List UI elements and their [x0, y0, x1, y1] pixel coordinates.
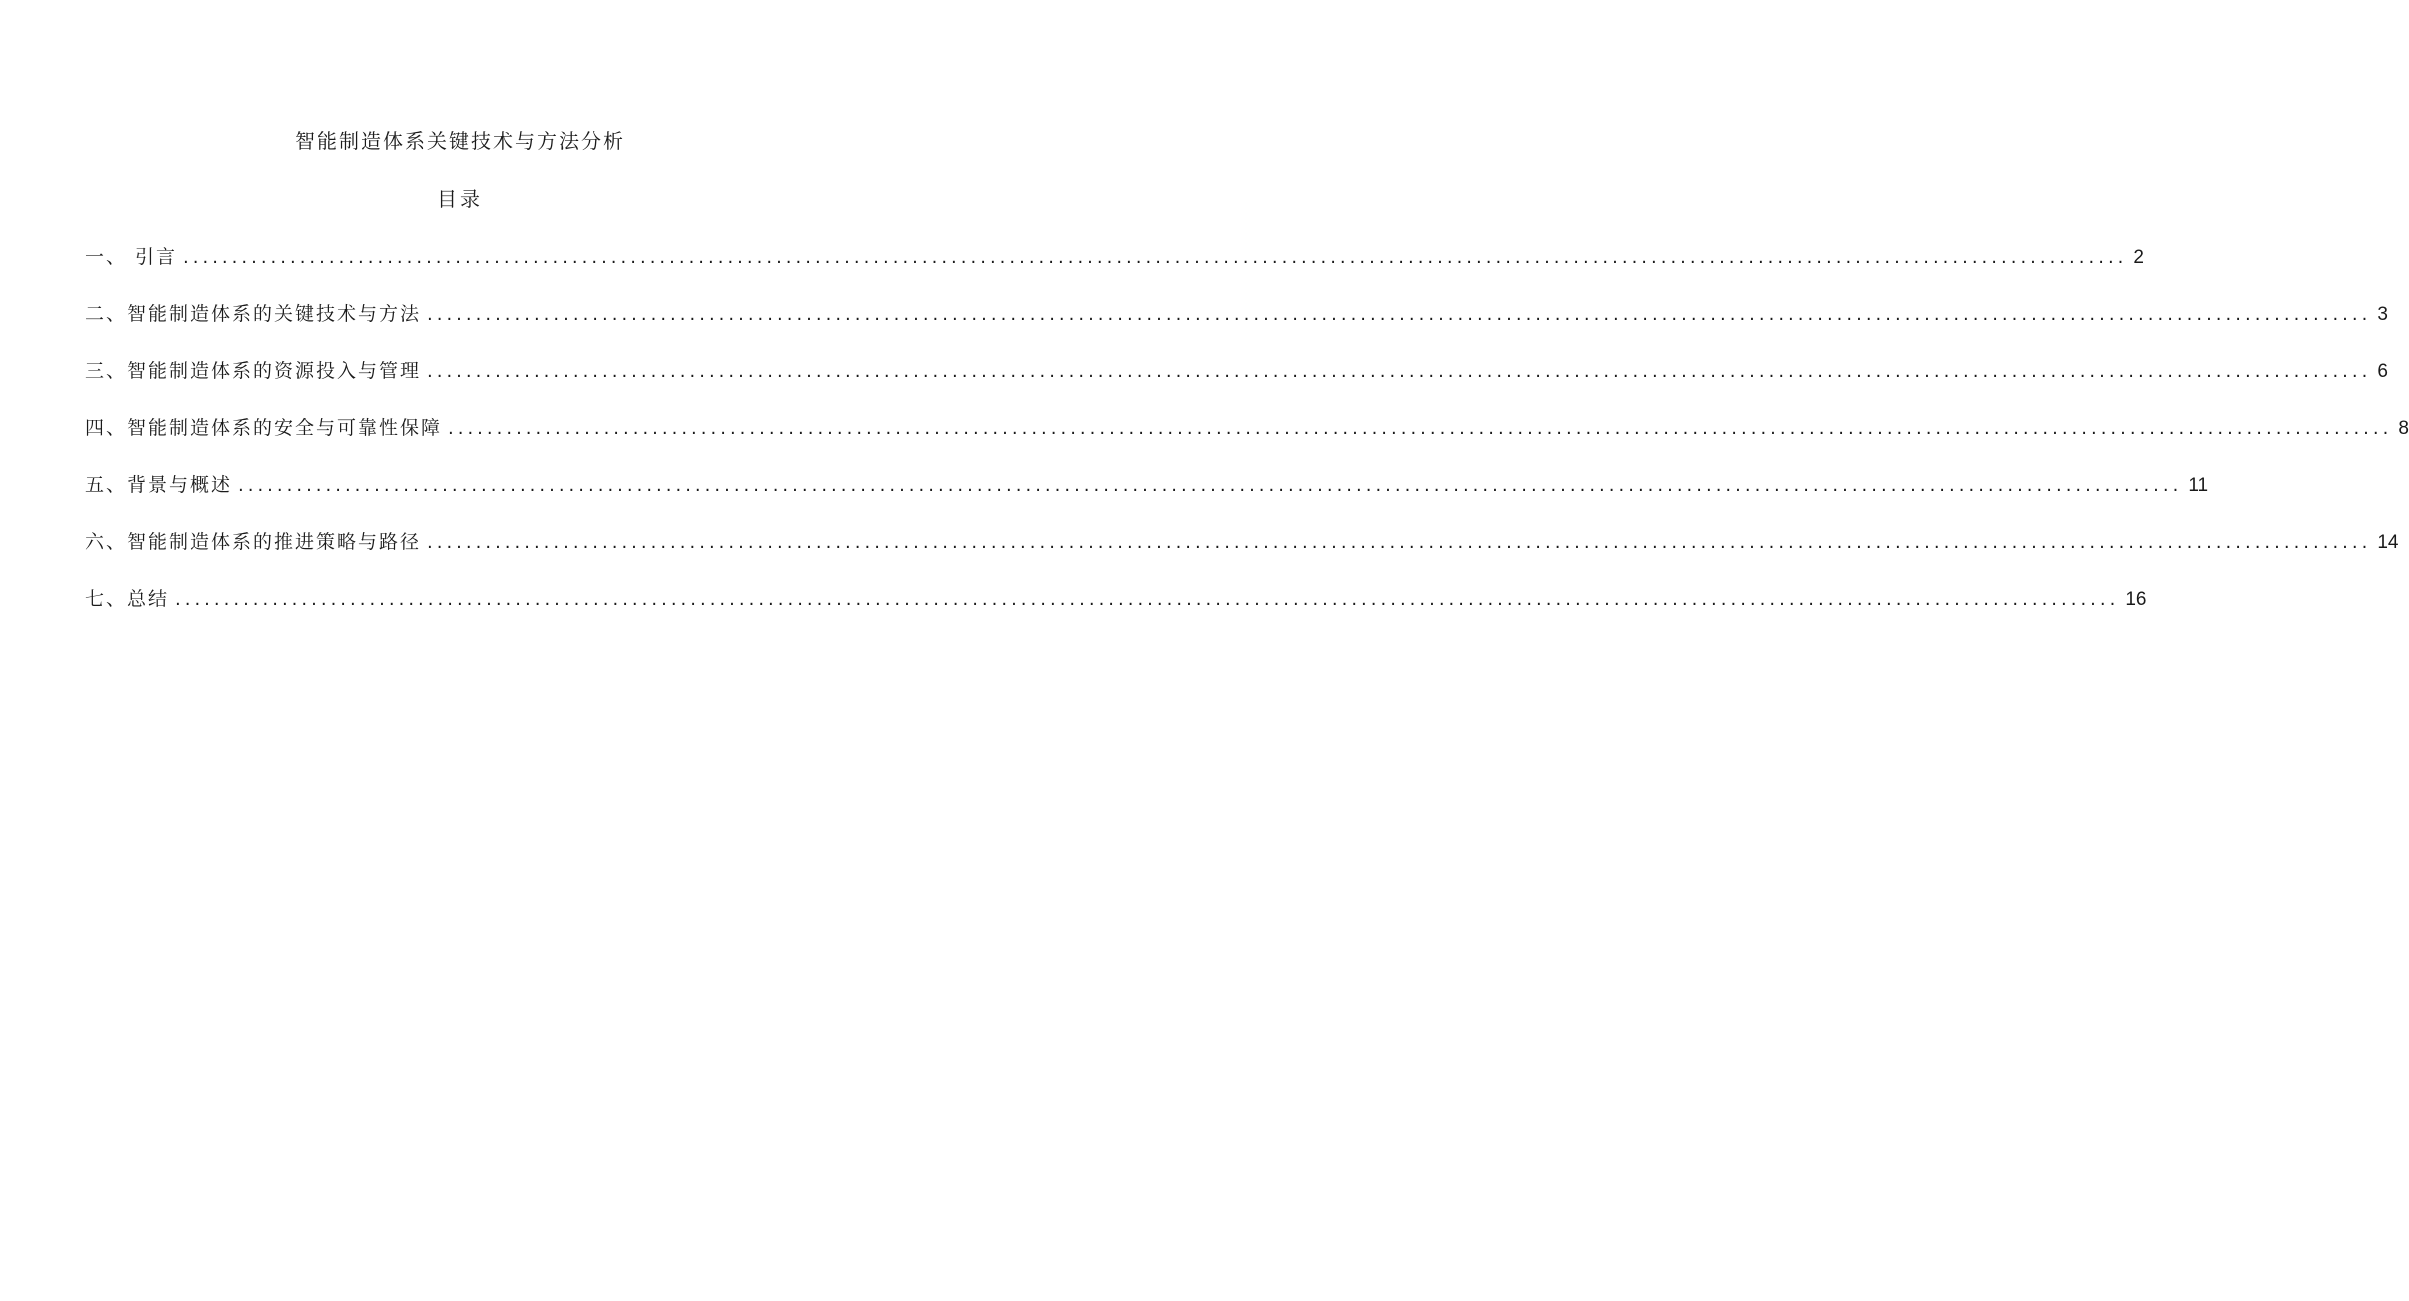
toc-entry-label: 六、智能制造体系的推进策略与路径	[85, 531, 422, 553]
toc-entry-4[interactable]	[85, 413, 2409, 470]
toc-entry-page: 11	[2188, 475, 2209, 496]
toc-entry-label: 七、总结	[85, 588, 170, 610]
toc-entry-page: 6	[2377, 361, 2388, 382]
toc-entry-3[interactable]	[85, 356, 2388, 413]
toc-entry-2[interactable]	[85, 299, 2388, 356]
toc-entry-6[interactable]	[85, 527, 2399, 584]
toc-dot-leader: ........................................................................................................................................................................................................	[448, 418, 2393, 439]
toc-entry-page: 8	[2398, 418, 2409, 439]
toc-dot-leader: ........................................................................................................................................................................................................	[427, 361, 2372, 382]
toc-dot-leader: ........................................................................................................................................................................................................	[183, 247, 2128, 268]
toc-entry-page: 2	[2133, 247, 2144, 268]
toc-dot-leader: ........................................................................................................................................................................................................	[175, 589, 2120, 610]
toc-entry-5[interactable]	[85, 470, 2209, 527]
toc-entry-label: 四、智能制造体系的安全与可靠性保障	[85, 417, 443, 439]
toc-heading: 目录	[437, 187, 483, 211]
toc-entry-page: 14	[2377, 532, 2399, 553]
toc-entry-label: 五、背景与概述	[85, 474, 233, 496]
toc-entry-page: 16	[2125, 589, 2147, 610]
toc-entry-page: 3	[2377, 304, 2388, 325]
toc-entry-7[interactable]	[85, 584, 2147, 641]
toc-dot-leader: ........................................................................................................................................................................................................	[427, 304, 2372, 325]
toc-entry-label: 一、 引言	[85, 246, 178, 268]
toc-dot-leader: ........................................................................................................................................................................................................	[238, 475, 2183, 496]
document-title: 智能制造体系关键技术与方法分析	[295, 129, 625, 153]
toc-entry-1[interactable]	[85, 242, 2144, 299]
toc-entry-label: 二、智能制造体系的关键技术与方法	[85, 303, 422, 325]
table-of-contents	[85, 242, 2409, 641]
toc-dot-leader: ........................................................................................................................................................................................................	[427, 532, 2372, 553]
toc-entry-label: 三、智能制造体系的资源投入与管理	[85, 360, 422, 382]
